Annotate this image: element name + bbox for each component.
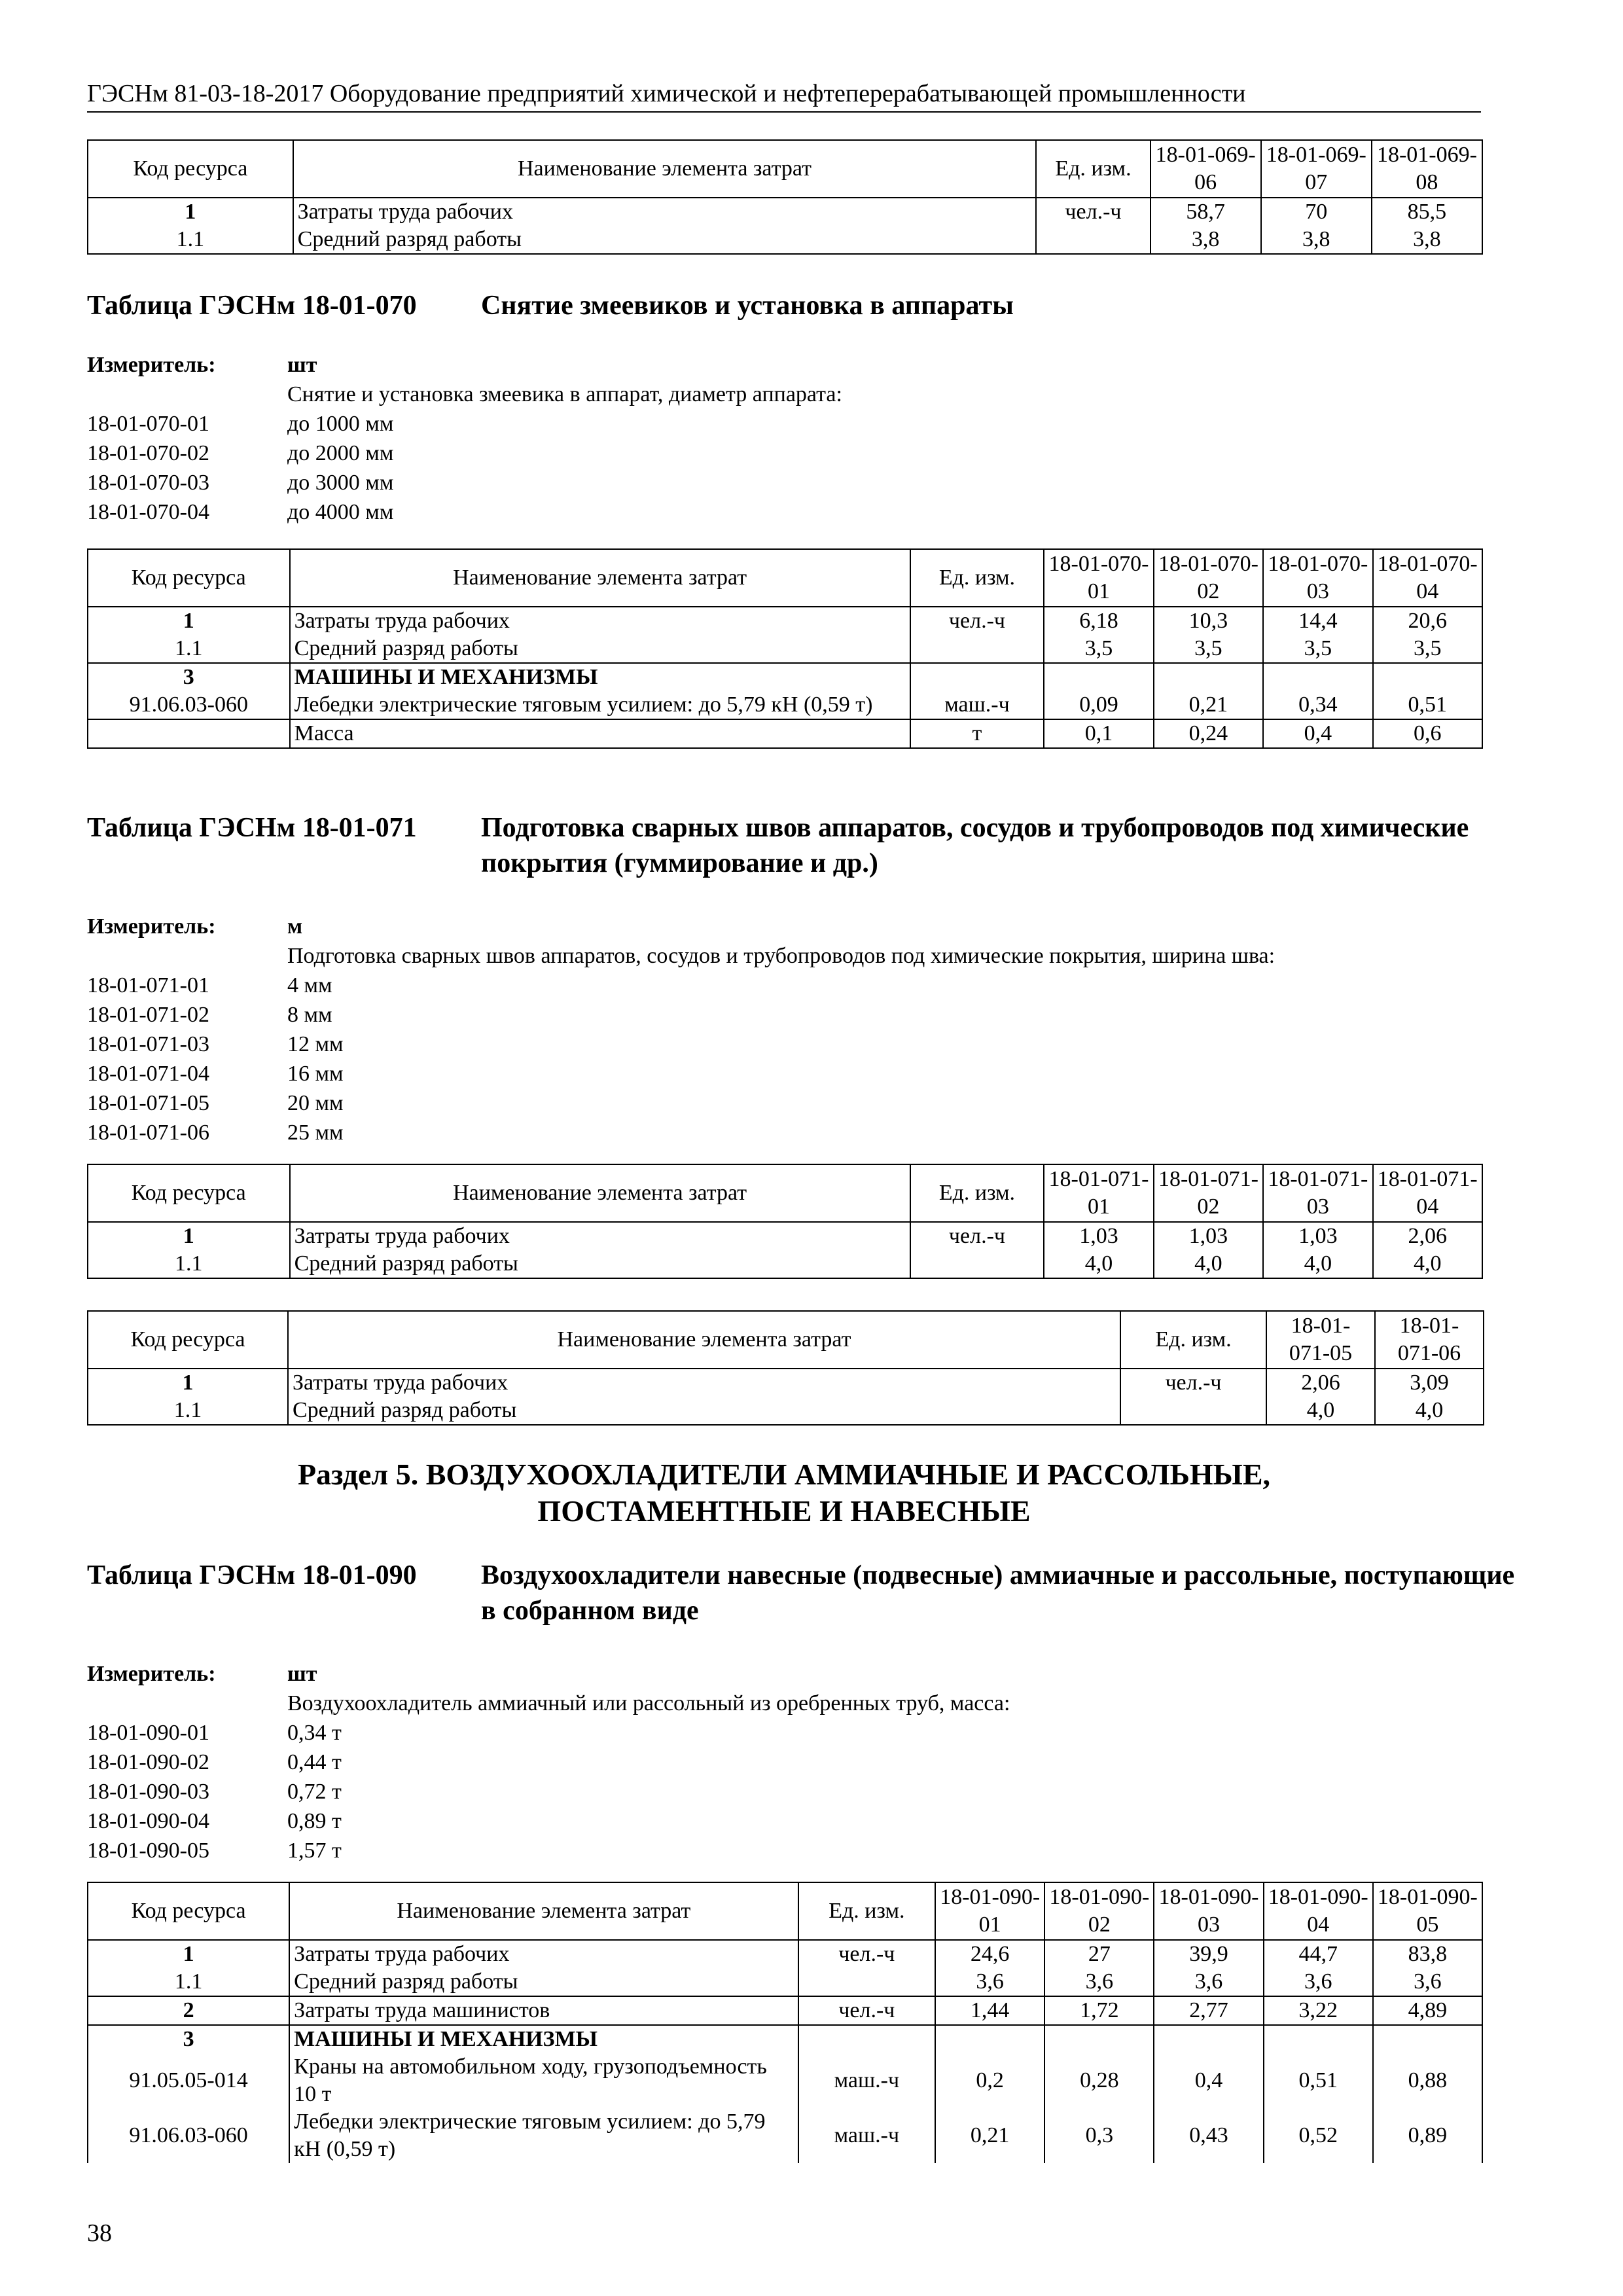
table-row [88,1369,1484,1397]
norm-code: 18-01-090-03 [87,1780,209,1804]
table-number: Таблица ГЭСНм 18-01-090 [87,1560,417,1590]
col-name-header: Наименование элемента затрат [289,1882,798,1940]
norm-code: 18-01-070-04 [87,500,209,524]
norm-param: 12 мм [287,1032,344,1056]
measure-label: Измеритель: [87,353,216,377]
col-norm-header: 18-01-090-04 [1264,1882,1373,1940]
col-unit-header: Ед. изм. [910,1164,1044,1222]
running-header: ГЭСНм 81-03-18-2017 Оборудование предприятий химической и нефтеперерабатывающей промышленности [87,77,1481,113]
list-item [87,1777,1481,1806]
resource-name: Затраты труда рабочих [293,198,1037,226]
resource-unit: чел.-ч [798,1996,935,2025]
resource-unit: чел.-ч [1120,1369,1266,1397]
norm-value: 4,0 [1373,1250,1482,1278]
list-item [87,1000,1494,1030]
col-norm-header: 18-01-071-04 [1373,1164,1482,1222]
norm-value: 4,89 [1373,1996,1482,2025]
norm-value: 1,03 [1154,1222,1263,1250]
norm-param: 25 мм [287,1121,344,1145]
table-row [88,719,1482,748]
col-name-header: Наименование элемента затрат [290,549,910,607]
col-code-header: Код ресурса [88,1882,289,1940]
norm-code: 18-01-090-01 [87,1721,209,1745]
table-071-measure [87,912,1494,1147]
resource-unit: чел.-ч [910,1222,1044,1250]
col-unit-header: Ед. изм. [1036,140,1150,198]
resource-unit [910,663,1044,691]
norm-code: 18-01-071-04 [87,1062,209,1086]
resource-code: 91.06.03-060 [88,2108,289,2163]
col-norm-header: 18-01-070-03 [1263,549,1372,607]
norm-value: 0,6 [1373,719,1482,748]
resource-name: Затраты труда рабочих [290,1222,910,1250]
norm-value: 0,21 [1154,691,1263,719]
norm-value: 3,5 [1373,635,1482,663]
norm-code: 18-01-070-01 [87,412,209,436]
norm-code: 18-01-090-04 [87,1809,209,1833]
norm-value: 0,24 [1154,719,1263,748]
table-row [88,607,1482,635]
list-item [87,971,1494,1000]
norm-value: 3,5 [1044,635,1153,663]
norm-value: 70 [1261,198,1372,226]
col-unit-header: Ед. изм. [1120,1311,1266,1369]
norm-value: 4,0 [1044,1250,1153,1278]
norm-value [1154,2025,1263,2053]
col-norm-header: 18-01-071-01 [1044,1164,1153,1222]
norm-value [1264,2025,1373,2053]
norm-value: 0,52 [1264,2108,1373,2163]
norm-param: 1,57 т [287,1839,342,1863]
list-item [87,1030,1494,1059]
table-row [88,1996,1482,2025]
norm-value: 3,09 [1375,1369,1484,1397]
resource-code: 3 [88,663,290,691]
col-unit-header: Ед. изм. [798,1882,935,1940]
table-row [88,2025,1482,2053]
col-norm-header: 18-01-090-01 [935,1882,1044,1940]
norm-value: 3,6 [1044,1968,1154,1996]
norm-value: 4,0 [1263,1250,1372,1278]
col-norm-header: 18-01-071-05 [1266,1311,1375,1369]
table-row [88,198,1482,226]
norm-value: 14,4 [1263,607,1372,635]
col-unit-header: Ед. изм. [910,549,1044,607]
norm-value [1373,2025,1482,2053]
norm-param: 0,34 т [287,1721,342,1745]
table-row [88,1397,1484,1425]
norm-value: 39,9 [1154,1940,1263,1968]
norm-value: 3,5 [1154,635,1263,663]
norm-value: 4,0 [1154,1250,1263,1278]
norm-value: 0,43 [1154,2108,1263,2163]
norm-value: 4,0 [1266,1397,1375,1425]
section-heading-line: ПОСТАМЕНТНЫЕ И НАВЕСНЫЕ [537,1494,1031,1528]
resource-code: 1.1 [88,1397,288,1425]
norm-value: 3,8 [1372,226,1482,254]
norm-value: 3,6 [1264,1968,1373,1996]
norm-code: 18-01-071-01 [87,973,209,997]
norm-value: 0,51 [1264,2053,1373,2108]
resource-name: МАШИНЫ И МЕХАНИЗМЫ [290,663,910,691]
resource-name: Лебедки электрические тяговым усилием: до 5,79 кН (0,59 т) [290,691,910,719]
norm-param: 20 мм [287,1091,344,1115]
measure-unit: шт [287,1662,317,1686]
table-071-b [87,1310,1484,1426]
norm-param: до 3000 мм [287,471,394,495]
resource-unit: маш.-ч [798,2053,935,2108]
resource-name: Средний разряд работы [288,1397,1120,1425]
norm-value: 3,6 [935,1968,1044,1996]
resource-name: Краны на автомобильном ходу, грузоподъемность 10 т [289,2053,798,2108]
norm-value [1263,663,1372,691]
norm-param: 4 мм [287,973,332,997]
norm-param: 8 мм [287,1003,332,1027]
section-heading [87,1456,1481,1530]
table-090-measure [87,1659,1481,1865]
table-row [88,1250,1482,1278]
norm-value: 0,34 [1263,691,1372,719]
norm-value: 3,6 [1373,1968,1482,1996]
resource-code: 1 [88,198,293,226]
col-norm-header: 18-01-071-03 [1263,1164,1372,1222]
table-title: Воздухоохладители навесные (подвесные) аммиачные и рассольные, поступающие в собранном виде [481,1560,1515,1626]
col-norm-header: 18-01-070-02 [1154,549,1263,607]
table-row [88,2108,1482,2163]
measure-description: Снятие и установка змеевика в аппарат, диаметр аппарата: [287,382,842,406]
measure-label: Измеритель: [87,914,216,939]
resource-code [88,719,290,748]
norm-value: 0,21 [935,2108,1044,2163]
resource-unit: чел.-ч [1036,198,1150,226]
resource-name: Средний разряд работы [293,226,1037,254]
table-069 [87,139,1483,255]
col-norm-header: 18-01-070-01 [1044,549,1153,607]
norm-param: 0,44 т [287,1750,342,1774]
norm-code: 18-01-090-05 [87,1839,209,1863]
table-number: Таблица ГЭСНм 18-01-070 [87,291,417,321]
col-name-header: Наименование элемента затрат [288,1311,1120,1369]
list-item [87,1059,1494,1088]
table-row [88,1968,1482,1996]
section-heading-line: Раздел 5. ВОЗДУХООХЛАДИТЕЛИ АММИАЧНЫЕ И РАССОЛЬНЫЕ, [297,1458,1271,1491]
list-item [87,497,1481,527]
norm-param: 0,89 т [287,1809,342,1833]
resource-unit [910,635,1044,663]
norm-param: до 2000 мм [287,441,394,465]
resource-name: Лебедки электрические тяговым усилием: до 5,79 кН (0,59 т) [289,2108,798,2163]
resource-code: 91.06.03-060 [88,691,290,719]
table-row [88,663,1482,691]
norm-value: 3,8 [1150,226,1261,254]
resource-code: 3 [88,2025,289,2053]
table-090 [87,1882,1483,2163]
col-norm-header: 18-01-070-04 [1373,549,1482,607]
measure-description: Воздухоохладитель аммиачный или рассольный из оребренных труб, масса: [287,1691,1010,1715]
norm-value: 0,28 [1044,2053,1154,2108]
col-code-header: Код ресурса [88,1164,290,1222]
resource-code: 1 [88,1369,288,1397]
norm-param: до 1000 мм [287,412,394,436]
col-norm-header: 18-01-069-07 [1261,140,1372,198]
resource-unit [798,2025,935,2053]
norm-value: 85,5 [1372,198,1482,226]
norm-value: 10,3 [1154,607,1263,635]
col-norm-header: 18-01-090-03 [1154,1882,1263,1940]
table-title: Подготовка сварных швов аппаратов, сосудов и трубопроводов под химические покрытия (гуммирование и др.) [481,813,1469,878]
resource-code: 1 [88,1940,289,1968]
table-row [88,2053,1482,2108]
table-090-title [87,1558,1515,1630]
list-item [87,439,1481,468]
resource-code: 2 [88,1996,289,2025]
norm-value: 0,2 [935,2053,1044,2108]
norm-value: 0,4 [1154,2053,1263,2108]
norm-value [1044,2025,1154,2053]
col-code-header: Код ресурса [88,549,290,607]
resource-name: Затраты труда рабочих [289,1940,798,1968]
norm-value: 3,22 [1264,1996,1373,2025]
norm-value: 0,4 [1263,719,1372,748]
resource-name: Затраты труда машинистов [289,1996,798,2025]
table-070-measure [87,350,1481,527]
table-071-title [87,810,1481,882]
norm-value: 0,88 [1373,2053,1482,2108]
page-number: 38 [87,2219,112,2247]
col-norm-header: 18-01-071-02 [1154,1164,1263,1222]
resource-code: 1 [88,1222,290,1250]
norm-value: 0,09 [1044,691,1153,719]
norm-value: 3,8 [1261,226,1372,254]
norm-value: 1,72 [1044,1996,1154,2025]
norm-param: 16 мм [287,1062,344,1086]
list-item [87,1748,1481,1777]
norm-value: 3,6 [1154,1968,1263,1996]
list-item [87,468,1481,497]
table-row [88,226,1482,254]
resource-unit [1120,1397,1266,1425]
resource-unit [798,1968,935,1996]
norm-code: 18-01-070-02 [87,441,209,465]
norm-value: 0,89 [1373,2108,1482,2163]
col-name-header: Наименование элемента затрат [293,140,1037,198]
resource-code: 1.1 [88,635,290,663]
list-item [87,1836,1481,1865]
resource-code: 91.05.05-014 [88,2053,289,2108]
norm-value: 4,0 [1375,1397,1484,1425]
resource-name: МАШИНЫ И МЕХАНИЗМЫ [289,2025,798,2053]
norm-value: 2,06 [1266,1369,1375,1397]
norm-value [1154,663,1263,691]
norm-value: 1,03 [1263,1222,1372,1250]
measure-unit: шт [287,353,317,377]
resource-name: Затраты труда рабочих [288,1369,1120,1397]
col-norm-header: 18-01-069-08 [1372,140,1482,198]
resource-name: Средний разряд работы [290,635,910,663]
table-070-title [87,288,1481,323]
measure-label: Измеритель: [87,1662,216,1686]
resource-unit [910,1250,1044,1278]
resource-name: Масса [290,719,910,748]
norm-value: 0,3 [1044,2108,1154,2163]
resource-code: 1.1 [88,1968,289,1996]
norm-value: 24,6 [935,1940,1044,1968]
col-name-header: Наименование элемента затрат [290,1164,910,1222]
list-item [87,1718,1481,1748]
norm-value: 27 [1044,1940,1154,1968]
norm-value: 0,51 [1373,691,1482,719]
table-number: Таблица ГЭСНм 18-01-071 [87,813,417,843]
table-row [88,691,1482,719]
norm-param: 0,72 т [287,1780,342,1804]
norm-value: 1,44 [935,1996,1044,2025]
norm-value: 20,6 [1373,607,1482,635]
resource-unit [1036,226,1150,254]
col-norm-header: 18-01-090-02 [1044,1882,1154,1940]
resource-unit: маш.-ч [910,691,1044,719]
norm-code: 18-01-070-03 [87,471,209,495]
measure-unit: м [287,914,303,939]
table-070 [87,548,1483,749]
resource-code: 1.1 [88,226,293,254]
col-norm-header: 18-01-090-05 [1373,1882,1482,1940]
resource-unit: чел.-ч [798,1940,935,1968]
table-title: Снятие змеевиков и установка в аппараты [481,291,1014,321]
norm-value: 1,03 [1044,1222,1153,1250]
resource-unit: чел.-ч [910,607,1044,635]
measure-description: Подготовка сварных швов аппаратов, сосудов и трубопроводов под химические покрытия, ширина шва: [287,944,1275,968]
norm-value: 3,5 [1263,635,1372,663]
list-item [87,1806,1481,1836]
resource-name: Затраты труда рабочих [290,607,910,635]
norm-value: 6,18 [1044,607,1153,635]
resource-code: 1 [88,607,290,635]
col-code-header: Код ресурса [88,140,293,198]
col-norm-header: 18-01-069-06 [1150,140,1261,198]
table-row [88,635,1482,663]
col-code-header: Код ресурса [88,1311,288,1369]
norm-value: 44,7 [1264,1940,1373,1968]
resource-name: Средний разряд работы [289,1968,798,1996]
norm-code: 18-01-071-02 [87,1003,209,1027]
norm-code: 18-01-071-03 [87,1032,209,1056]
norm-value: 83,8 [1373,1940,1482,1968]
resource-code: 1.1 [88,1250,290,1278]
table-071-a [87,1164,1483,1279]
table-row [88,1222,1482,1250]
resource-unit: маш.-ч [798,2108,935,2163]
table-row [88,1940,1482,1968]
list-item [87,409,1481,439]
norm-code: 18-01-090-02 [87,1750,209,1774]
list-item [87,1118,1494,1147]
norm-param: до 4000 мм [287,500,394,524]
resource-name: Средний разряд работы [290,1250,910,1278]
col-norm-header: 18-01-071-06 [1375,1311,1484,1369]
resource-unit: т [910,719,1044,748]
norm-value [1044,663,1153,691]
norm-value: 2,06 [1373,1222,1482,1250]
norm-value [1373,663,1482,691]
norm-value: 0,1 [1044,719,1153,748]
norm-value: 58,7 [1150,198,1261,226]
norm-value [935,2025,1044,2053]
list-item [87,1088,1494,1118]
norm-code: 18-01-071-05 [87,1091,209,1115]
norm-value: 2,77 [1154,1996,1263,2025]
norm-code: 18-01-071-06 [87,1121,209,1145]
